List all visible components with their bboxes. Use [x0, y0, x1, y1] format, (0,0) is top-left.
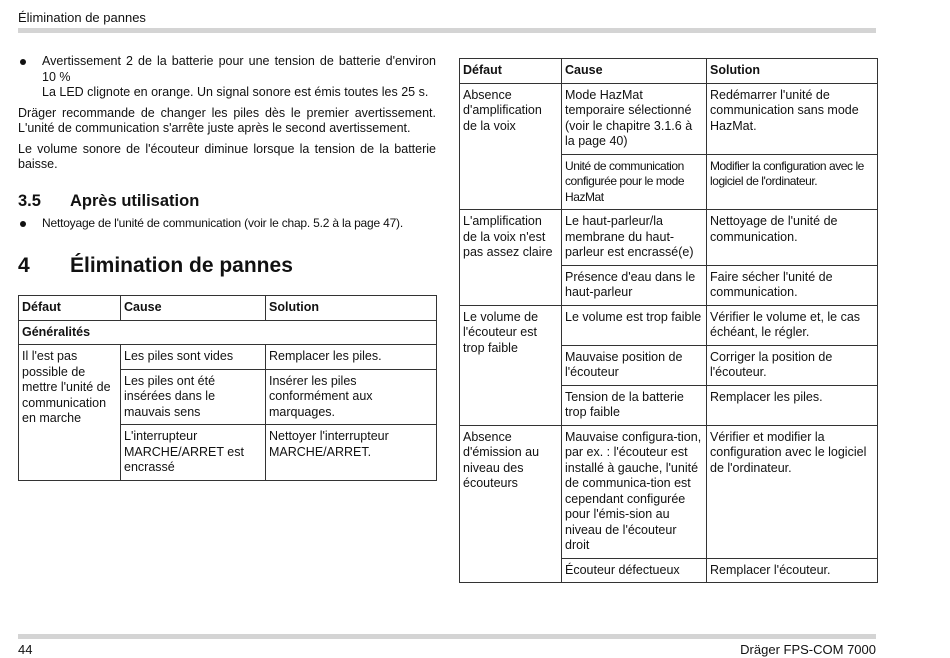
header-solution: Solution	[707, 59, 878, 84]
battery-warning-detail: La LED clignote en orange. Un signal sonore est émis toutes les 25 s.	[42, 85, 429, 99]
cause-cell: Mauvaise position de l'écouteur	[562, 345, 707, 385]
table-group-row	[19, 320, 437, 345]
solution-cell: Redémarrer l'unité de communication sans mode HazMat.	[707, 83, 878, 154]
solution-cell: Insérer les piles conformément aux marquages.	[266, 369, 437, 425]
troubleshooting-table-audio	[459, 58, 878, 583]
solution-cell: Nettoyage de l'unité de communication.	[707, 210, 878, 266]
footer-rule	[18, 634, 876, 639]
cause-cell: Mode HazMat temporaire sélectionné (voir le chapitre 3.1.6 à la page 40)	[562, 83, 707, 154]
defect-cell: Il l'est pas possible de mettre l'unité de communication en marche	[19, 345, 121, 481]
volume-paragraph: Le volume sonore de l'écouteur diminue lorsque la tension de la batterie baisse.	[18, 141, 436, 171]
table-row	[460, 305, 878, 345]
left-column	[18, 54, 436, 481]
solution-cell: Remplacer l'écouteur.	[707, 558, 878, 583]
bullet-icon	[20, 221, 26, 227]
defect-cell: Absence d'émission au niveau des écouteurs	[460, 425, 562, 583]
cleaning-bullet-text: Nettoyage de l'unité de communication (voir le chap. 5.2 à la page 47).	[42, 216, 403, 230]
header-cause: Cause	[121, 296, 266, 321]
cleaning-bullet	[18, 216, 436, 232]
table-header-row	[460, 59, 878, 84]
header-defaut: Défaut	[460, 59, 562, 84]
header-rule	[18, 28, 876, 33]
cause-cell: Écouteur défectueux	[562, 558, 707, 583]
cause-cell: Mauvaise configura-tion, par ex. : l'écouteur est installé à gauche, l'unité de communica-tion est cependant configurée pour l'émis-sion au niveau de l'écouteur droit	[562, 425, 707, 558]
defect-cell: Absence d'amplification de la voix	[460, 83, 562, 210]
cause-cell: Les piles sont vides	[121, 345, 266, 370]
header-solution: Solution	[266, 296, 437, 321]
solution-cell: Modifier la configuration avec le logiciel de l'ordinateur.	[707, 154, 878, 210]
bullet-icon	[20, 59, 26, 65]
table-row	[19, 345, 437, 370]
solution-cell: Faire sécher l'unité de communication.	[707, 265, 878, 305]
cause-cell: L'interrupteur MARCHE/ARRET est encrassé	[121, 425, 266, 481]
chapter-heading-4	[18, 253, 436, 277]
solution-cell: Remplacer les piles.	[266, 345, 437, 370]
solution-cell: Nettoyer l'interrupteur MARCHE/ARRET.	[266, 425, 437, 481]
section-title: Après utilisation	[70, 191, 200, 210]
solution-cell: Vérifier le volume et, le cas échéant, le régler.	[707, 305, 878, 345]
section-number: 3.5	[18, 191, 41, 210]
chapter-number: 4	[18, 253, 30, 277]
table-row	[460, 83, 878, 154]
chapter-title: Élimination de pannes	[70, 253, 293, 277]
cause-cell: Présence d'eau dans le haut-parleur	[562, 265, 707, 305]
battery-warning-text: Avertissement 2 de la batterie pour une tension de batterie d'environ 10 %	[42, 54, 436, 84]
header-cause: Cause	[562, 59, 707, 84]
solution-cell: Corriger la position de l'écouteur.	[707, 345, 878, 385]
cause-cell: Tension de la batterie trop faible	[562, 385, 707, 425]
defect-cell: Le volume de l'écouteur est trop faible	[460, 305, 562, 425]
battery-warning-bullet	[18, 54, 436, 101]
product-name: Dräger FPS-COM 7000	[740, 642, 876, 657]
table-row	[460, 210, 878, 266]
header-defaut: Défaut	[19, 296, 121, 321]
table-header-row	[19, 296, 437, 321]
defect-cell: L'amplification de la voix n'est pas assez claire	[460, 210, 562, 306]
section-heading-3-5	[18, 191, 436, 210]
table-row	[460, 425, 878, 558]
page-number: 44	[18, 642, 33, 657]
cause-cell: Les piles ont été insérées dans le mauvais sens	[121, 369, 266, 425]
troubleshooting-table-general	[18, 295, 437, 481]
cause-cell: Unité de communication configurée pour le mode HazMat	[562, 154, 707, 210]
solution-cell: Vérifier et modifier la configuration avec le logiciel de l'ordinateur.	[707, 425, 878, 558]
running-header: Élimination de pannes	[18, 10, 146, 25]
group-label: Généralités	[19, 320, 437, 345]
cause-cell: Le haut-parleur/la membrane du haut-parleur est encrassé(e)	[562, 210, 707, 266]
recommendation-paragraph: Dräger recommande de changer les piles dès le premier avertissement. L'unité de communication s'arrête juste après le second avertissement.	[18, 105, 436, 135]
solution-cell: Remplacer les piles.	[707, 385, 878, 425]
cause-cell: Le volume est trop faible	[562, 305, 707, 345]
